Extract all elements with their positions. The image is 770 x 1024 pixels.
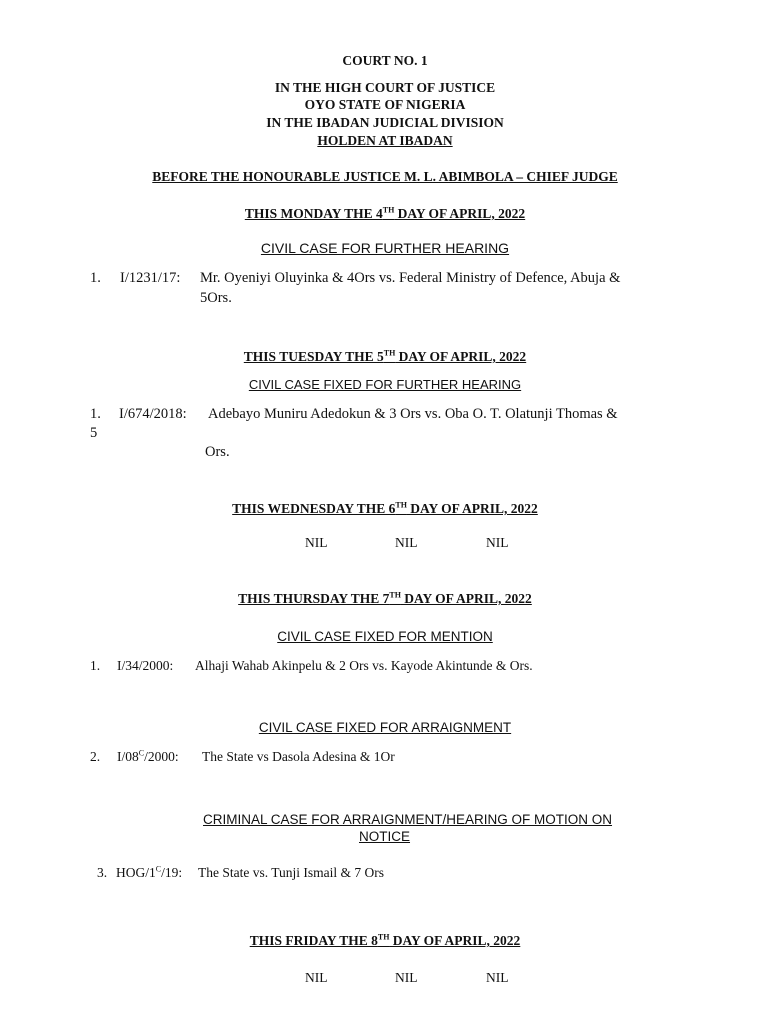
tuesday-day-post: DAY OF APRIL, 2022	[395, 349, 527, 364]
thursday-case3-suit-sup: C	[155, 864, 162, 874]
tuesday-heading	[0, 349, 770, 365]
tuesday-day-pre: THIS TUESDAY THE 5	[243, 349, 384, 364]
friday-day-sup: TH	[377, 932, 390, 942]
thursday-section-criminal: CRIMINAL CASE FOR ARRAIGNMENT/HEARING OF MOTION ON	[203, 812, 613, 827]
wednesday-nil-1: NIL	[305, 535, 328, 550]
thursday-case2-suit-pre: I/08	[117, 749, 139, 764]
friday-day-pre: THIS FRIDAY THE 8	[249, 933, 378, 948]
wednesday-day-sup: TH	[395, 500, 407, 510]
thursday-day-post: DAY OF APRIL, 2022	[400, 591, 532, 606]
division-title: IN THE IBADAN JUDICIAL DIVISION	[266, 115, 504, 130]
tuesday-case1-suit: I/674/2018:	[119, 406, 187, 422]
thursday-case3-num: 3.	[97, 865, 108, 880]
before-judge: BEFORE THE HONOURABLE JUSTICE M. L. ABIMBOLA – CHIEF JUDGE	[152, 169, 618, 184]
court-title: IN THE HIGH COURT OF JUSTICE	[274, 80, 496, 95]
wednesday-nil-2: NIL	[395, 535, 418, 550]
wednesday-day-pre: THIS WEDNESDAY THE 6	[232, 501, 396, 516]
thursday-case2-suit	[117, 749, 179, 765]
thursday-section-criminal-cont: NOTICE	[359, 829, 411, 844]
tuesday-case1-wrap: 5	[90, 425, 98, 441]
thursday-case1-num: 1.	[90, 658, 101, 673]
monday-day-pre: THIS MONDAY THE 4	[244, 206, 383, 221]
tuesday-case1-parties: Adebayo Muniru Adedokun & 3 Ors vs. Oba O. T. Olatunji Thomas &	[208, 406, 618, 422]
thursday-case3-suit-pre: HOG/1	[116, 865, 156, 880]
friday-nil-1: NIL	[305, 970, 328, 985]
monday-case1-num: 1.	[90, 270, 101, 286]
monday-case1-parties: Mr. Oyeniyi Oluyinka & 4Ors vs. Federal Ministry of Defence, Abuja &	[200, 270, 621, 286]
monday-case1-parties-cont: 5Ors.	[200, 290, 232, 306]
thursday-case3-suit	[116, 865, 182, 881]
thursday-section-arraignment: CIVIL CASE FIXED FOR ARRAIGNMENT	[258, 720, 512, 735]
wednesday-heading	[0, 501, 770, 517]
court-number: COURT NO. 1	[342, 53, 428, 68]
thursday-day-pre: THIS THURSDAY THE 7	[238, 591, 390, 606]
friday-day-post: DAY OF APRIL, 2022	[389, 933, 521, 948]
monday-section: CIVIL CASE FOR FURTHER HEARING	[260, 240, 510, 256]
monday-heading	[0, 206, 770, 222]
friday-nil-2: NIL	[395, 970, 418, 985]
holden-title: HOLDEN AT IBADAN	[317, 133, 453, 148]
thursday-case1-parties: Alhaji Wahab Akinpelu & 2 Ors vs. Kayode Akintunde & Ors.	[195, 658, 533, 673]
thursday-day-sup: TH	[389, 590, 401, 600]
wednesday-nil-3: NIL	[486, 535, 509, 550]
monday-case1-suit: I/1231/17:	[120, 270, 181, 286]
thursday-case3-suit-post: /19:	[161, 865, 183, 880]
monday-day-post: DAY OF APRIL, 2022	[394, 206, 526, 221]
tuesday-case1-parties-cont: Ors.	[205, 444, 230, 460]
thursday-case2-suit-sup: C	[138, 748, 145, 758]
state-title: OYO STATE OF NIGERIA	[304, 97, 466, 112]
thursday-section-mention: CIVIL CASE FIXED FOR MENTION	[277, 629, 493, 644]
monday-day-sup: TH	[382, 205, 395, 215]
thursday-case2-parties: The State vs Dasola Adesina & 1Or	[202, 749, 395, 764]
thursday-case1-suit: I/34/2000:	[117, 658, 174, 673]
friday-heading	[0, 933, 770, 949]
thursday-case3-parties: The State vs. Tunji Ismail & 7 Ors	[198, 865, 385, 880]
tuesday-section: CIVIL CASE FIXED FOR FURTHER HEARING	[248, 377, 522, 392]
thursday-case2-num: 2.	[90, 749, 101, 764]
tuesday-day-sup: TH	[383, 348, 396, 358]
friday-nil-3: NIL	[486, 970, 509, 985]
thursday-case2-suit-post: /2000:	[144, 749, 179, 764]
wednesday-day-post: DAY OF APRIL, 2022	[406, 501, 538, 516]
thursday-heading	[0, 591, 770, 607]
tuesday-case1-num: 1.	[90, 406, 101, 422]
